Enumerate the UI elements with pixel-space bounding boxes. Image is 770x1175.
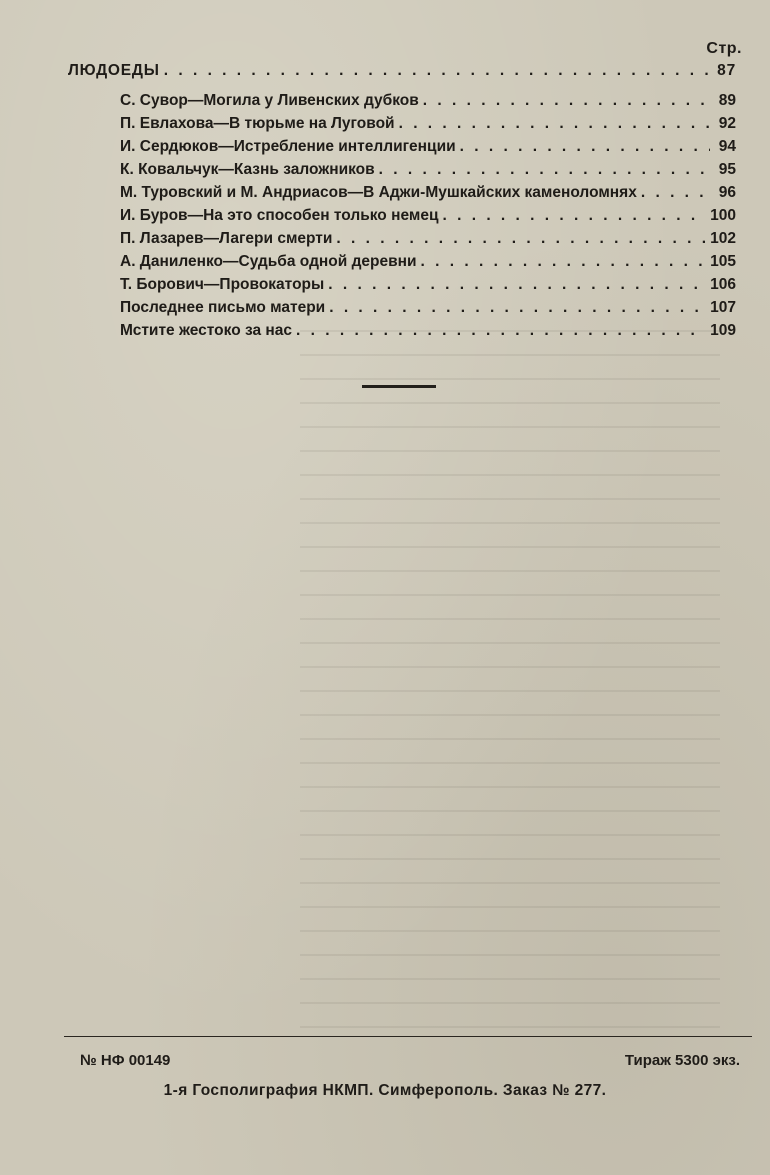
toc-entry-title: П. Евлахова—В тюрьме на Луговой [120, 115, 395, 132]
toc-page-number: 105 [710, 253, 736, 270]
toc-entry [120, 299, 736, 323]
toc-page-number: 95 [718, 161, 736, 178]
toc-entry-title: И. Сердюков—Истребление интеллигенции [120, 138, 456, 155]
toc-page-number: 102 [710, 230, 736, 247]
footer-rule [64, 1036, 752, 1037]
toc-page-number: 92 [718, 115, 736, 132]
leader-dots [379, 161, 710, 179]
leader-dots [460, 138, 710, 156]
toc-page-number: 89 [718, 92, 736, 109]
page-column-label: Стр. [706, 40, 742, 57]
toc-entry-title: А. Даниленко—Судьба одной деревни [120, 253, 417, 270]
toc-entry-title: П. Лазарев—Лагери смерти [120, 230, 333, 247]
toc-entry [120, 230, 736, 254]
leader-dots [641, 184, 710, 202]
toc-entry-title: И. Буров—На это способен только немец [120, 207, 439, 224]
toc-page-number: 96 [718, 184, 736, 201]
print-run: Тираж 5300 экз. [624, 1052, 740, 1069]
leader-dots [442, 207, 706, 225]
leader-dots [329, 299, 706, 317]
toc-page-number: 109 [710, 322, 736, 339]
toc-entry-title: Т. Борович—Провокаторы [120, 276, 325, 293]
bleed-through-texture [300, 330, 720, 1030]
toc-entry [120, 92, 736, 116]
leader-dots [336, 230, 706, 248]
toc-entry [120, 253, 736, 277]
toc-entry-title: С. Сувор—Могила у Ливенских дубков [120, 92, 419, 109]
toc-entry-title: Мстите жестоко за нас [120, 322, 292, 339]
leader-dots [421, 253, 707, 271]
section-divider [362, 385, 436, 388]
toc-entry-title: М. Туровский и М. Андриасов—В Аджи-Мушкайских каменоломнях [120, 184, 637, 201]
leader-dots [399, 115, 710, 133]
leader-dots [164, 62, 710, 80]
leader-dots [296, 322, 706, 340]
leader-dots [328, 276, 706, 294]
toc-entry [120, 322, 736, 346]
publication-number: № НФ 00149 [80, 1052, 171, 1069]
toc-entry [120, 207, 736, 231]
toc-entry [120, 115, 736, 139]
printer-imprint: 1-я Госполиграфия НКМП. Симферополь. Заказ № 277. [163, 1082, 607, 1099]
toc-page-number: 100 [710, 207, 736, 224]
toc-entry [120, 184, 736, 208]
toc-entry [120, 138, 736, 162]
toc-page-number: 87 [717, 62, 736, 79]
toc-section-row [68, 62, 736, 86]
toc-entry [120, 276, 736, 300]
toc-entry-title: Последнее письмо матери [120, 299, 326, 316]
toc-entry-title: К. Ковальчук—Казнь заложников [120, 161, 375, 178]
toc-entry [120, 161, 736, 185]
leader-dots [423, 92, 710, 110]
toc-page-number: 94 [718, 138, 736, 155]
toc-section-title: ЛЮДОЕДЫ [68, 62, 160, 79]
toc-page-number: 106 [710, 276, 736, 293]
toc-page-number: 107 [710, 299, 736, 316]
